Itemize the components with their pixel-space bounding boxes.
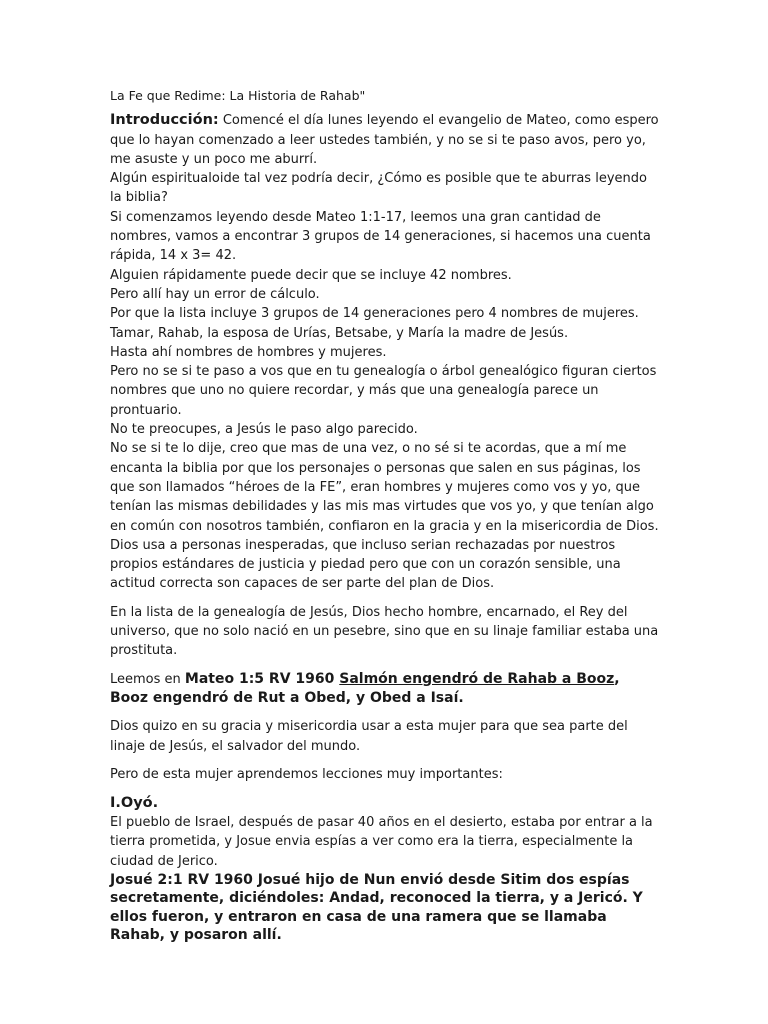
body-line: No se si te lo dije, creo que mas de una vez, o no sé si te acordas, que a mí me encanta la biblia por que los personajes o personas que salen en sus páginas, los que son llamados “héroes de la FE”, eran hombres y mujeres como vos y yo, que tenían las mismas debilidades y las mis mas virtudes que vos yo, y que tenían algo en común con nosotros también, confiaron en la gracia y en la misericordia de Dios. <box>110 441 659 534</box>
lessons-paragraph: Pero de esta mujer aprendemos lecciones muy importantes: <box>110 766 503 782</box>
josue-verse: Josué 2:1 RV 1960 Josué hijo de Nun envió desde Sitim dos espías secretamente, diciéndoles: Andad, reconoced la tierra, y a Jericó. Y ellos fueron, y entraron en casa de una ramera que se llamaba Rahab, y posaron allí. <box>110 871 643 944</box>
body-line: Algún espiritualoide tal vez podría decir, ¿Cómo es posible que te aburras leyendo la biblia? <box>110 171 647 206</box>
mateo-reference <box>110 671 620 706</box>
body-line: Pero no se si te paso a vos que en tu genealogía o árbol genealógico figuran ciertos nombres que uno no quiere recordar, y más que una genealogía parece un prontuario. <box>110 364 657 418</box>
genealogy-paragraph: En la lista de la genealogía de Jesús, Dios hecho hombre, encarnado, el Rey del universo, que no solo nació en un pesebre, sino que en su linaje familiar estaba una prostituta. <box>110 604 659 659</box>
body-line: No te preocupes, a Jesús le paso algo parecido. <box>110 422 418 438</box>
body-line: Alguien rápidamente puede decir que se incluye 42 nombres. <box>110 267 512 283</box>
body-line: Dios usa a personas inesperadas, que incluso serian rechazadas por nuestros propios estándares de justicia y piedad pero que con un corazón sensible, una actitud correcta son capaces de ser parte del plan de Dios. <box>110 537 621 592</box>
scripture-reference-paragraph <box>110 670 660 709</box>
body-line: Hasta ahí nombres de hombres y mujeres. <box>110 344 387 360</box>
mateo-ref-rest: , Booz engendró de Rut a Obed, y Obed a Isaí. <box>110 670 620 706</box>
intro-text: Comencé el día lunes leyendo el evangelio de Mateo, como espero que lo hayan comenzado a leer ustedes también, y no se si te paso avos, pero yo, me asuste y un poco me aburrí. <box>110 113 659 167</box>
body-line: Si comenzamos leyendo desde Mateo 1:1-17, leemos una gran cantidad de nombres, vamos a encontrar 3 grupos de 14 generaciones, si hacemos una cuenta rápida, 14 x 3= 42. <box>110 209 651 264</box>
mateo-ref-label: Mateo 1:5 RV 1960 <box>184 670 340 687</box>
israel-paragraph: El pueblo de Israel, después de pasar 40 años en el desierto, estaba por entrar a la tierra prometida, y Josue envia espías a ver como era la tierra, especialmente la ciudad de Jerico. <box>110 815 653 869</box>
body-line: Por que la lista incluye 3 grupos de 14 generaciones pero 4 nombres de mujeres. <box>110 306 639 322</box>
grace-paragraph: Dios quizo en su gracia y misericordia usar a esta mujer para que sea parte del linaje de Jesús, el salvador del mundo. <box>110 719 628 754</box>
leemos-prefix: Leemos en <box>110 671 185 687</box>
document-title: La Fe que Redime: La Historia de Rahab" <box>110 88 366 103</box>
body-line: Pero allí hay un error de cálculo. <box>110 286 320 302</box>
section-heading-oyo: I.Oyó. <box>110 795 159 812</box>
intro-paragraph <box>110 111 660 169</box>
mateo-underlined-quote: Salmón engendró de Rahab a Booz <box>339 670 615 687</box>
intro-label: Introducción: <box>110 112 219 129</box>
introduction-block <box>110 111 660 593</box>
document-page <box>110 86 660 945</box>
body-line: Tamar, Rahab, la esposa de Urías, Betsabe, y María la madre de Jesús. <box>110 325 569 341</box>
